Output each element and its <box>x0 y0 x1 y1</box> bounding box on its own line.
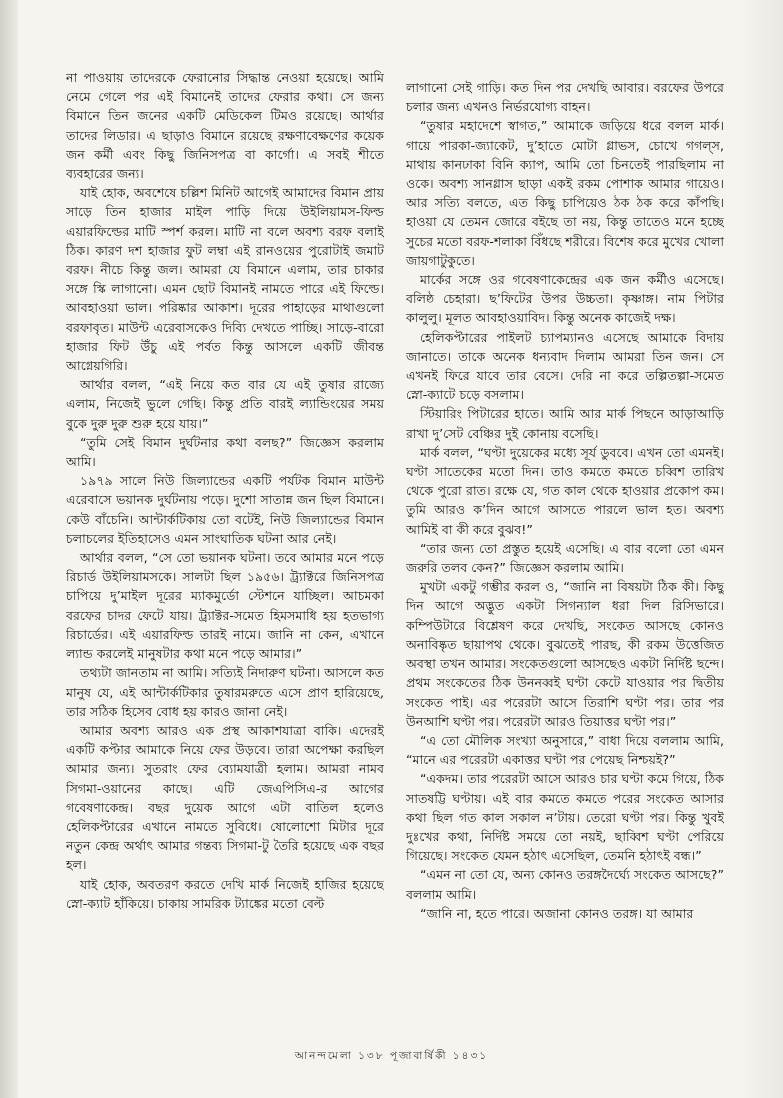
paragraph: “এমন না তো যে, অন্য কোনও তরঙ্গদৈর্ঘ্যে সংকেত আসছে?” বললাম আমি। <box>406 867 724 902</box>
paragraph: হেলিকপ্টারের পাইলট চ্যাপম্যানও এসেছে আমাকে বিদায় জানাতে। তাকে অনেক ধন্যবাদ দিলাম আমরা তিন জন। সে এখনই ফিরে যাবে তার বেসে। দেরি না করে তল্পিতল্পা-সমেত স্নো-ক্যাটে চড়ে বসলাম। <box>406 329 724 403</box>
paragraph: “এ তো মৌলিক সংখ্যা অনুসারে,” বাধা দিয়ে বললাম আমি, “মানে এর পরেরটা একাত্তর ঘণ্টা পর পেয়েছ নিশ্চয়ই?” <box>406 732 724 768</box>
page-footer: আনন্দমেলা ১৩৮ পূজাবার্ষিকী ১৪৩১ <box>294 1050 489 1062</box>
left-text-column <box>66 68 384 1028</box>
paragraph: লাগানো সেই গাড়ি। কত দিন পর দেখছি আবার। বরফের উপরে চলার জন্য এখনও নির্ভরযোগ্য বাহন। <box>406 80 724 115</box>
paragraph: যাই হোক, অবতরণ করতে দেখি মার্ক নিজেই হাজির হয়েছে স্নো-ক্যাট হাঁকিয়ে। চাকায় সামরিক ট্যাঙ্কের মতো বেল্ট <box>66 876 384 911</box>
paragraph: স্টিয়ারিং পিটারের হাতে। আমি আর মার্ক পিছনে আড়াআড়ি রাখা দু’সেট বেঞ্চির দুই কোনায় বসেছি। <box>406 406 724 441</box>
paragraph: না পাওয়ায় তাদেরকে ফেরানোর সিদ্ধান্ত নেওয়া হয়েছে। আমি নেমে গেলে পর এই বিমানেই তাদের ফেরার কথা। সে জন্য বিমানে তিন জনের একটি মেডিকেল টিমও রয়েছে। আর্থার তাদের লিডার। এ ছাড়াও বিমানে রয়েছে রক্ষণাবেক্ষণের কয়েক জন কর্মী এবং কিছু জিনিসপত্র বা কার্গো। এ সবই শীতে ব্যবহারের জন্য। <box>66 70 384 182</box>
paragraph: তথ্যটা জানতাম না আমি। সত্যিই নিদারুণ ঘটনা। আসলে কত মানুষ যে, এই আন্টার্কটিকার তুষারমরুতে এসে প্রাণ হারিয়েছে, তার সঠিক হিসেব বোধ হয় কারও জানা নেই। <box>66 665 384 719</box>
paragraph: মুখটা একটু গম্ভীর করল ও, “জানি না বিষয়টা ঠিক কী। কিছু দিন আগে অদ্ভুত একটা সিগন্যাল ধরা দিল রিসিভারে। কম্পিউটারে বিশ্লেষণ করে দেখছি, সংকেত আসছে কোনও অনাবিষ্কৃত ছায়াপথ থেকে। বুঝতেই পারছ, কী রকম উত্তেজিত অবস্থা তখন আমার। সংকেতগুলো আসছেও একটা নির্দিষ্ট ছন্দে। প্রথম সংকেতের ঠিক উননব্বই ঘণ্টা কেটে যাওয়ার পর দ্বিতীয় সংকেত পাই। এর পরেরটা আসে তিরাশি ঘণ্টা পর। তার পর উনআশি ঘণ্টা পর। পরেরটা আরও তিয়াত্তর ঘণ্টা পর।” <box>406 579 724 729</box>
paragraph: যাই হোক, অবশেষে চল্লিশ মিনিট আগেই আমাদের বিমান প্রায় সাড়ে তিন হাজার মাইল পাড়ি দিয়ে উইলিয়ামস-ফিল্ড এয়ারফিল্ডের মাটি স্পর্শ করল। মাটি না বলে অবশ্য বরফ বলাই ঠিক। কারণ দশ হাজার ফুট লম্বা এই রানওয়ের পুরোটাই জমাট বরফ। নীচে কিন্তু জল। আমরা যে বিমানে এলাম, তার চাকার সঙ্গে স্কি লাগানো। এমন ছোট বিমানই নামতে পারে এই ফিল্ডে। আবহাওয়া ভাল। পরিষ্কার আকাশ। দূরের পাহাড়ের মাথাগুলো বরফাবৃত। মাউন্ট এরেবাসকেও দিব্যি দেখতে পাচ্ছি। সাড়ে-বারো হাজার ফিট উঁচু এই পর্বত কিন্তু আসলে একটি জীবন্ত আগ্নেয়গিরি। <box>66 185 384 374</box>
paragraph: আর্থার বলল, “সে তো ভয়ানক ঘটনা। তবে আমার মনে পড়ে রিচার্ড উইলিয়ামসকে। সালটা ছিল ১৯৫৬। ট্র্যাক্টরে জিনিসপত্র চাপিয়ে দু’মাইল দূরের ম্যাকমুর্ডো স্টেশনে যাচ্ছিল। আচমকা বরফের চাদর ফেটে যায়। ট্র্যাক্টর-সমেত হিমসমাধি হয় হতভাগ্য রিচার্ডের। এই এয়ারফিল্ড তারই নামে। জানি না কেন, এখানে ল্যান্ড করলেই মানুষটার কথা মনে পড়ে আমার।” <box>66 550 384 662</box>
paragraph: “জানি না, হতে পারে। অজানা কোনও তরঙ্গ। যা আমার <box>420 905 694 921</box>
paragraph: “তুষার মহাদেশে স্বাগত,” আমাকে জড়িয়ে ধরে বলল মার্ক। গায়ে পারকা-জ্যাকেট, দু’হাতে মোটা গ্লাভস, চোখে গগল্স, মাথায় কানঢাকা বিনি ক্যাপ, আমি তো চিনতেই পারছিলাম না ওকে। অবশ্য সানগ্লাস ছাড়া একই রকম পোশাক আমার গায়েও। আর সত্যি বলতে, এত কিছু চাপিয়েও ঠক ঠক করে কাঁপছি। হাওয়া যে তেমন জোরে বইছে তা নয়, কিন্তু তাতেও মনে হচ্ছে সুচের মতো বরফ-শলাকা বিঁধছে শরীরে। বিশেষ করে মুখের খোলা জায়গাটুকুতে। <box>406 118 724 268</box>
paragraph: আর্থার বলল, “এই নিয়ে কত বার যে এই তুষার রাজ্যে এলাম, নিজেই ভুলে গেছি। কিন্তু প্রতি বারই ল্যান্ডিংয়ের সময় বুকে দুরু দুরু শুরু হয়ে যায়।” <box>66 377 384 431</box>
paragraph: ১৯৭৯ সালে নিউ জিল্যান্ডের একটি পর্যটক বিমান মাউন্ট এরেবাসে ভয়ানক দুর্ঘটনায় পড়ে। দুশো সাতান্ন জন ছিল বিমানে। কেউ বাঁচেনি। আন্টার্কটিকায় তো বটেই, নিউ জিল্যান্ডের বিমান চলাচলের ইতিহাসেও এমন সাংঘাতিক ঘটনা আর নেই। <box>66 473 384 546</box>
paragraph: “তার জন্য তো প্রস্তুত হয়েই এসেছি। এ বার বলো তো এমন জরুরি তলব কেন?” জিজ্ঞেস করলাম আমি। <box>406 540 724 576</box>
paragraph: আমার অবশ্য আরও এক প্রস্থ আকাশযাত্রা বাকি। এদেরই একটি কপ্টার আমাকে নিয়ে ফের উড়বে। তারা অপেক্ষা করছিল আমার জন্য। সুতরাং ফের ব্যোমযাত্রী হলাম। আমরা নামব সিগমা-ওয়ানের কাছে। এটি জেএপিসিএ-র আগের গবেষণাকেন্দ্র। বছর দুয়েক আগে এটা বাতিল হলেও হেলিকপ্টারের এখানে নামতে সুবিধে। ষোলোশো মিটার দূরে নতুন কেন্দ্র অর্থাৎ আমার গন্তব্য সিগমা-টু তৈরি হয়েছে এক বছর হল। <box>66 722 384 873</box>
page-spine-shadow <box>0 0 18 1098</box>
paragraph: “তুমি সেই বিমান দুর্ঘটনার কথা বলছ?” জিজ্ঞেস করলাম আমি। <box>66 434 384 470</box>
paragraph: মার্ক বলল, “ঘণ্টা দুয়েকের মধ্যে সূর্য ডুববে। এখন তো এমনই। ঘণ্টা সাতেকের মতো দিন। তাও কমতে কমতে চব্বিশ তারিখ থেকে পুরো রাত। রক্ষে যে, গত কাল থেকে হাওয়ার প্রকোপ কম। তুমি আরও ক’দিন আগে আসতে পারলে ভাল হত। অবশ্য আমিই বা কী করে বুঝব!” <box>406 444 724 537</box>
paragraph: “একদম। তার পরেরটা আসে আরও চার ঘণ্টা কমে গিয়ে, ঠিক সাতষট্টি ঘণ্টায়। এই বার কমতে কমতে পরের সংকেত আসার কথা ছিল গত কাল সকাল ন’টায়। তেরো ঘণ্টা পর। কিন্তু খুবই দুঃখের কথা, নির্দিষ্ট সময়ে তো নয়ই, ছাব্বিশ ঘণ্টা পেরিয়ে গিয়েছে। সংকেত যেমন হঠাৎ এসেছিল, তেমনি হঠাৎই বন্ধ।” <box>406 771 724 864</box>
right-text-column <box>406 78 724 1030</box>
paragraph: মার্কের সঙ্গে ওর গবেষণাকেন্দ্রের এক জন কর্মীও এসেছে। বলিষ্ঠ চেহারা। ছ’ফিটের উপর উচ্চতা। কৃষ্ণাঙ্গ। নাম পিটার কালুলু। মূলত আবহাওয়াবিদ। কিন্তু অনেক কাজেই দক্ষ। <box>406 272 724 326</box>
